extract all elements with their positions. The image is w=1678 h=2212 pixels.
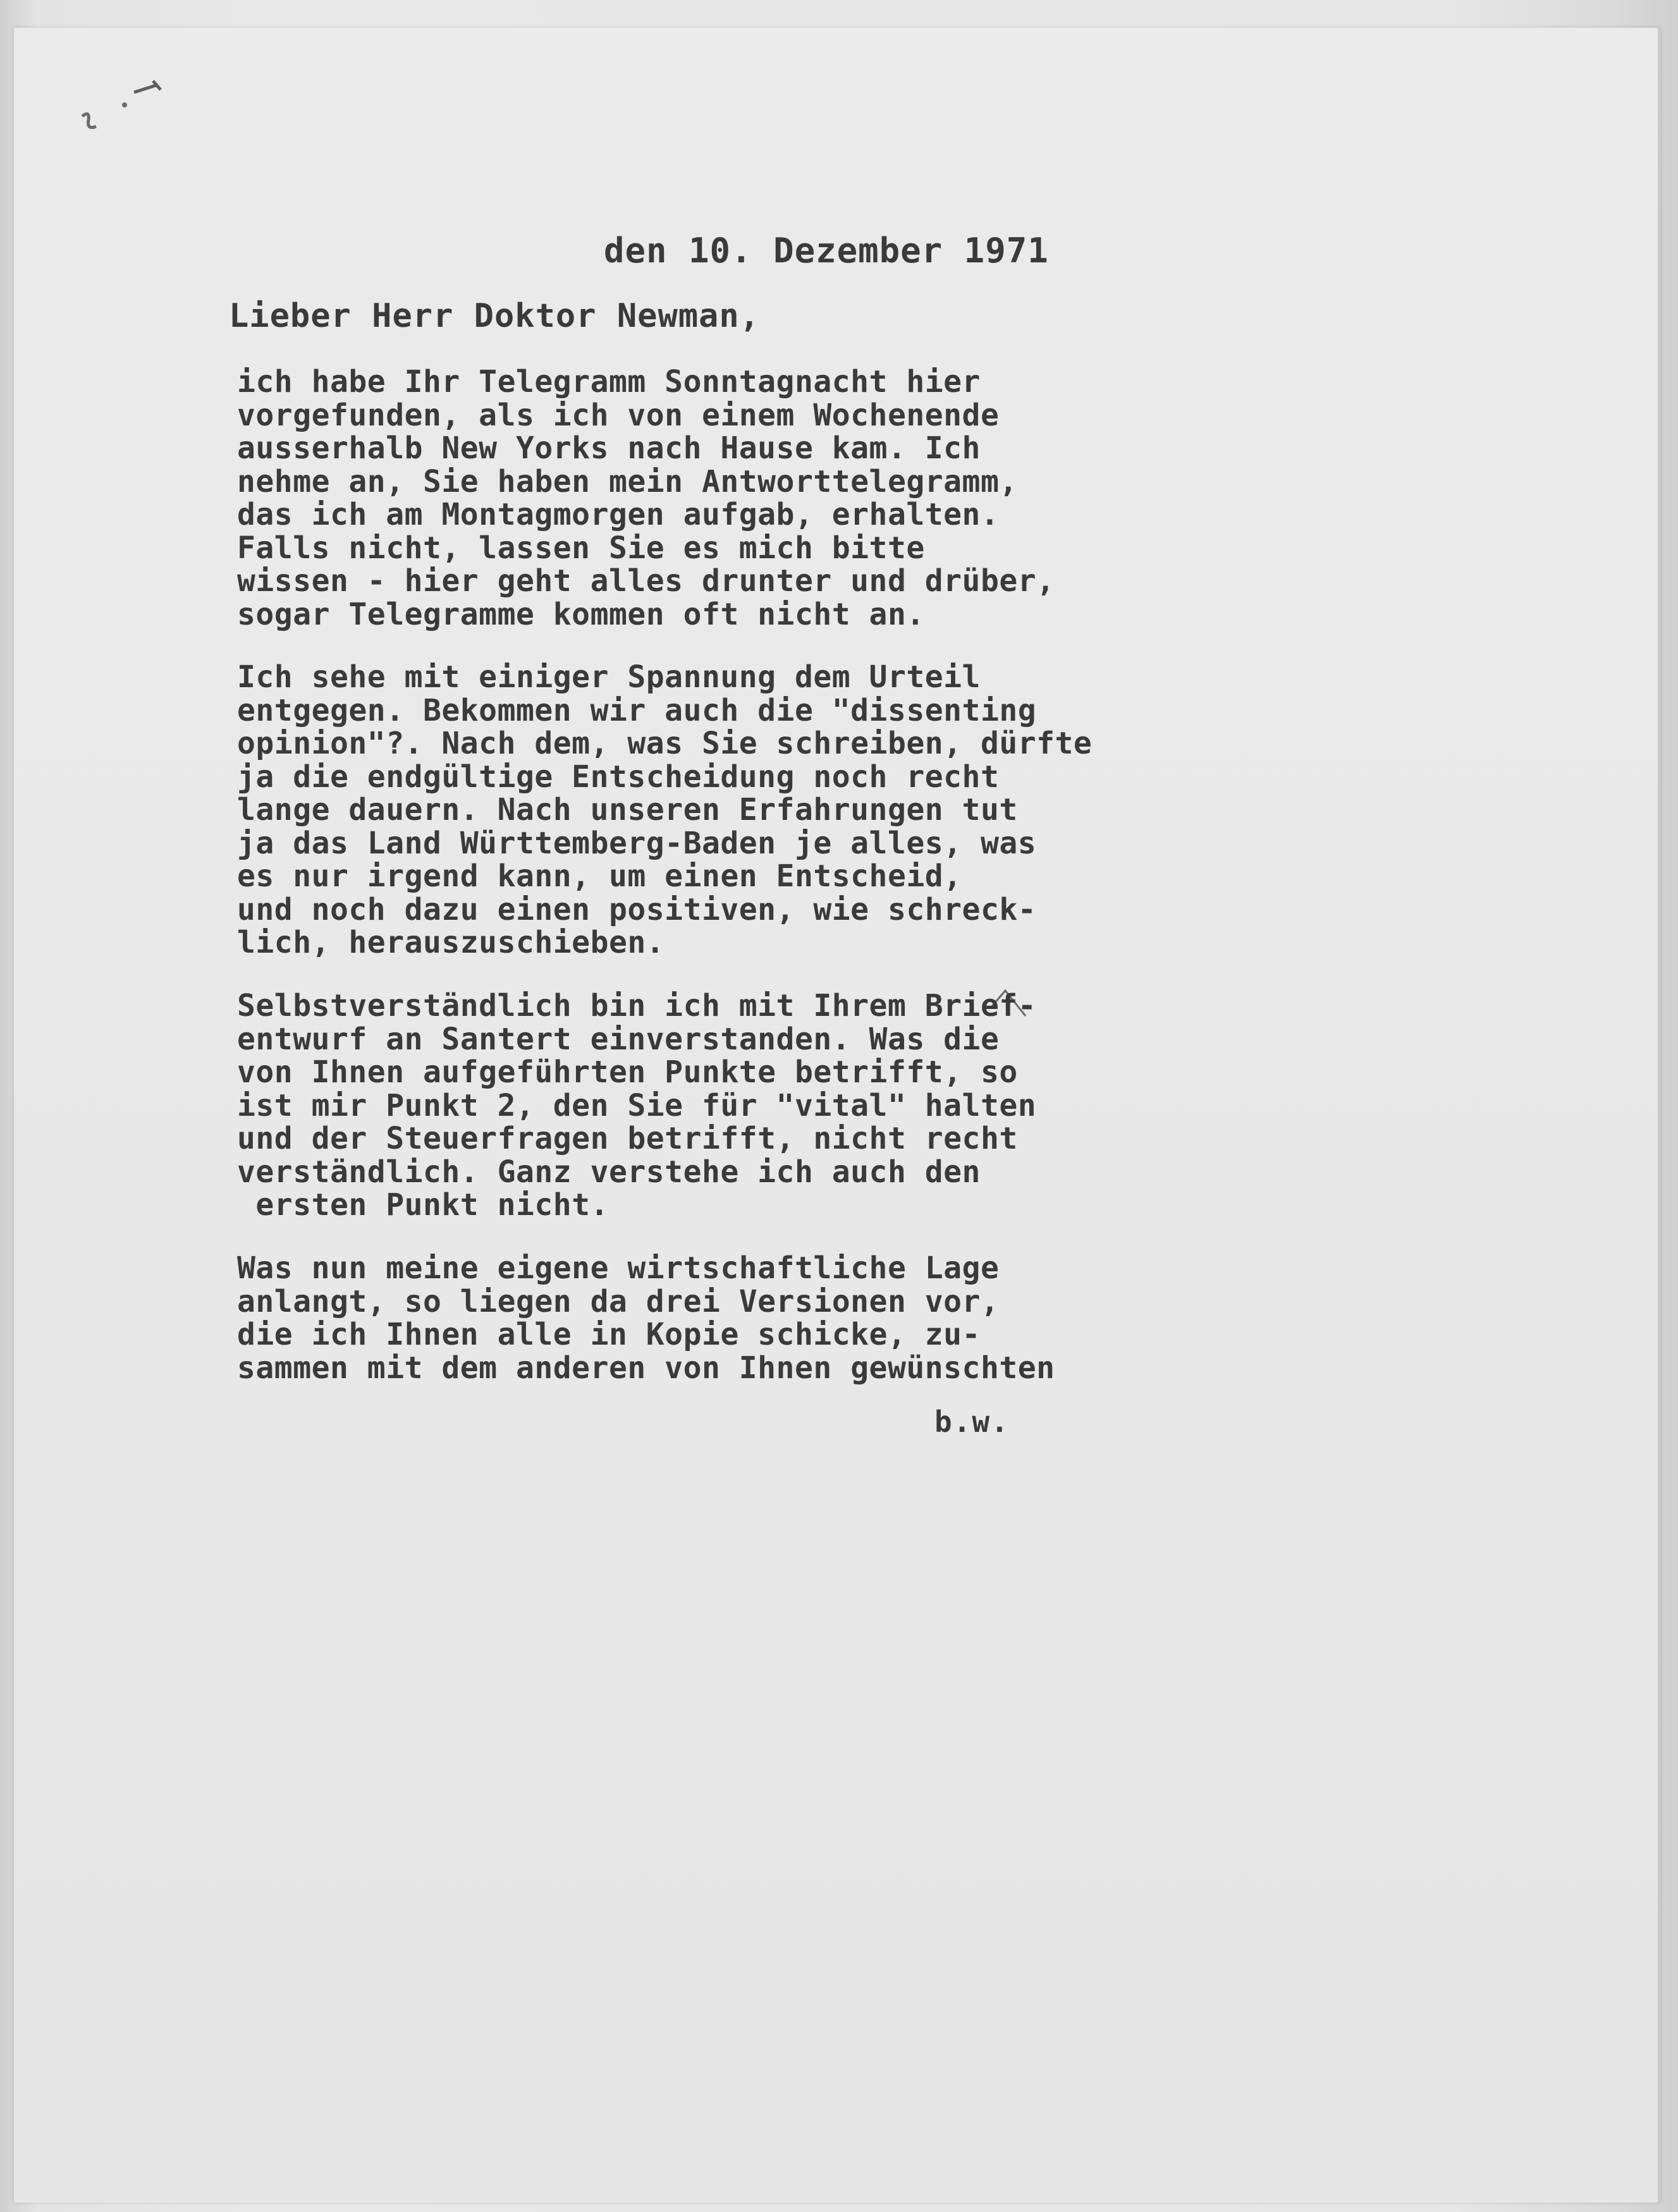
paragraph-3 xyxy=(237,989,1036,1222)
paragraph-2 xyxy=(237,661,1092,960)
text-line: sammen mit dem anderen von Ihnen gewünschten xyxy=(237,1350,1055,1386)
text-line: das ich am Montagmorgen aufgab, erhalten. xyxy=(237,497,1000,532)
text-line: verständlich. Ganz verstehe ich auch den xyxy=(237,1154,981,1190)
text-line: wissen - hier geht alles drunter und drüber, xyxy=(237,563,1055,599)
text-line: ja das Land Württemberg-Baden je alles, was xyxy=(237,825,1037,861)
text-line: ich habe Ihr Telegramm Sonntagnacht hier xyxy=(237,364,981,400)
text-line: Ich sehe mit einiger Spannung dem Urteil xyxy=(237,659,981,695)
text-line: und der Steuerfragen betrifft, nicht recht xyxy=(237,1121,1018,1156)
text-line: nehme an, Sie haben mein Antworttelegramm, xyxy=(237,463,1018,499)
text-line: ausserhalb New Yorks nach Hause kam. Ich xyxy=(237,431,981,466)
text-line: opinion"?. Nach dem, was Sie schreiben, dürfte xyxy=(237,726,1093,761)
paragraph-1 xyxy=(237,365,1055,631)
text-line: lich, herauszuschieben. xyxy=(237,925,665,960)
text-line: entwurf an Santert einverstanden. Was die xyxy=(237,1021,1000,1057)
paragraph-4 xyxy=(237,1252,1055,1384)
text-line: es nur irgend kann, um einen Entscheid, xyxy=(237,859,962,894)
salutation: Lieber Herr Doktor Newman, xyxy=(229,297,760,335)
text-line: ja die endgültige Entscheidung noch recht xyxy=(237,759,1000,795)
text-line: lange dauern. Nach unseren Erfahrungen tut xyxy=(237,792,1018,828)
text-line: vorgefunden, als ich von einem Wochenende xyxy=(237,397,1000,433)
text-line: ist mir Punkt 2, den Sie für "vital" halten xyxy=(237,1087,1037,1123)
letter-date: den 10. Dezember 1971 xyxy=(604,231,1049,271)
text-line: entgegen. Bekommen wir auch die "dissenting xyxy=(237,692,1037,728)
text-line: und noch dazu einen positiven, wie schreck- xyxy=(237,891,1037,927)
text-line: sogar Telegramme kommen oft nicht an. xyxy=(237,596,925,632)
text-line: ersten Punkt nicht. xyxy=(237,1187,609,1223)
text-line: anlangt, so liegen da drei Versionen vor, xyxy=(237,1283,1000,1319)
text-line: Was nun meine eigene wirtschaftliche Lage xyxy=(237,1250,1000,1286)
page-turn-note: b.w. xyxy=(934,1405,1010,1439)
text-line: von Ihnen aufgeführten Punkte betrifft, so xyxy=(237,1054,1018,1090)
text-line: Selbstverständlich bin ich mit Ihrem Brief- xyxy=(237,988,1037,1024)
text-line: Falls nicht, lassen Sie es mich bitte xyxy=(237,530,925,566)
text-line: die ich Ihnen alle in Kopie schicke, zu- xyxy=(237,1317,981,1352)
